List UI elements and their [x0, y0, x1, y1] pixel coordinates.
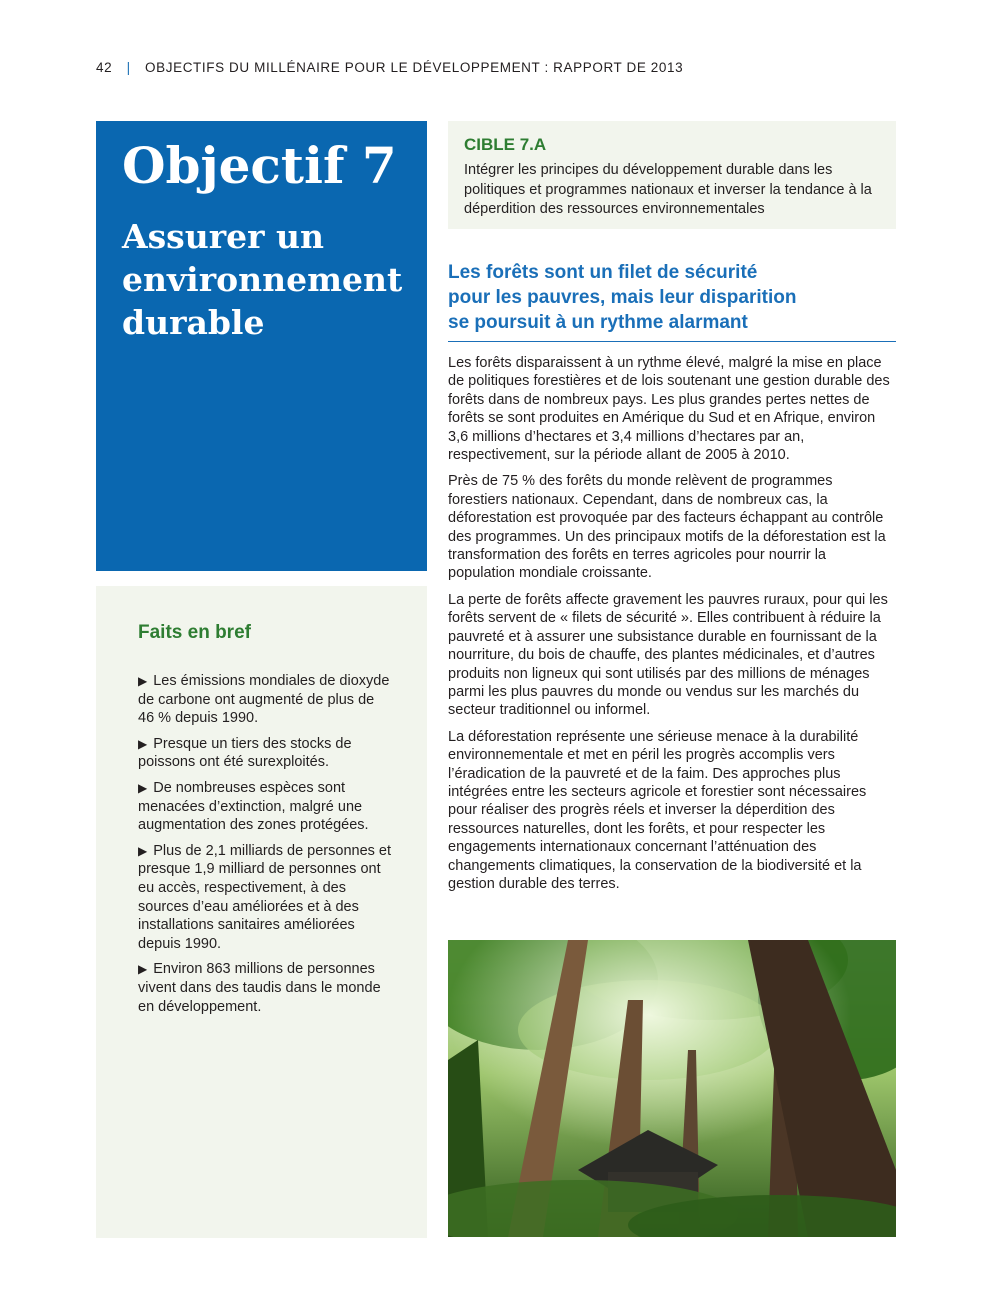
- publication-title: OBJECTIFS DU MILLÉNAIRE POUR LE DÉVELOPPEMENT : RAPPORT DE 2013: [145, 60, 684, 75]
- goal-subtitle-line: durable: [122, 302, 265, 342]
- section-heading-line: pour les pauvres, mais leur disparition: [448, 287, 797, 308]
- goal-banner: [96, 121, 427, 571]
- section-heading-line: Les forêts sont un filet de sécurité: [448, 262, 758, 283]
- section-heading: [448, 260, 896, 342]
- list-item: [138, 779, 391, 835]
- target-label: CIBLE 7.A: [464, 135, 547, 154]
- goal-subtitle: [122, 215, 403, 344]
- list-item: [138, 842, 391, 954]
- forest-photo: [448, 940, 896, 1237]
- bullet-arrow-icon: ▶: [138, 736, 148, 751]
- fact-text: Les émissions mondiales de dioxyde de carbone ont augmenté de plus de 46 % depuis 1990.: [138, 673, 390, 727]
- goal-title: Objectif 7: [122, 136, 397, 195]
- paragraph: Les forêts disparaissent à un rythme élevé, malgré la mise en place de politiques forestières et de lois soutenant une gestion durable des forêts dans de nombreux pays. Les plus grandes pertes nettes de forêts se sont produites en Amérique du Sud et en Afrique, environ 3,6 millions d’hectares et 3,4 millions d’hectares par an, respectivement, sur la période allant de 2005 à 2010.: [448, 355, 890, 464]
- fact-text: De nombreuses espèces sont menacées d’extinction, malgré une augmentation des zones protégées.: [138, 779, 369, 834]
- facts-sidebar: [96, 586, 427, 1238]
- bullet-arrow-icon: ▶: [138, 780, 148, 795]
- goal-subtitle-line: environnement: [122, 259, 403, 299]
- target-box: [448, 121, 896, 229]
- list-item: [138, 672, 391, 728]
- list-item: [138, 960, 391, 1016]
- fact-text: Presque un tiers des stocks de poissons ont été surexploités.: [138, 735, 352, 771]
- section-heading-line: se poursuit à un rythme alarmant: [448, 312, 748, 333]
- header-separator: |: [126, 60, 131, 75]
- forest-canopy-illustration: [448, 940, 896, 1237]
- paragraph: Près de 75 % des forêts du monde relèvent de programmes forestiers nationaux. Cependant, dans de nombreux cas, la déforestation est provoquée par des facteurs échappant au contrôle des programmes. Un des principaux motifs de la déforestation est la transformation des forêts en terres agricoles pour nourrir la population mondiale croissante.: [448, 473, 886, 582]
- facts-list: [138, 672, 391, 1016]
- paragraph: La perte de forêts affecte gravement les pauvres ruraux, pour qui les forêts servent de « filets de sécurité ». Elles contribuent à réduire la pauvreté et à assurer une subsistance durable en fournissant de la nourriture, du bois de chauffe, des plantes médicinales, et d’autres produits non ligneux qui sont utilisés par des millions de ménages parmi les plus pauvres du monde ou vendus sur les marchés du secteur traditionnel ou informel.: [448, 591, 888, 719]
- bullet-arrow-icon: ▶: [138, 962, 148, 977]
- body-text: [448, 354, 896, 901]
- paragraph: La déforestation représente une sérieuse menace à la durabilité environnementale et met en péril les progrès accomplis vers l’éradication de la pauvreté et de la faim. Des approches plus intégrées entre les secteurs agricole et forestier sont nécessaires pour réaliser des progrès réels et inverser la déperdition des ressources naturelles, dont les forêts, et pour respecter les engagements internationaux concernant l’atténuation des changements climatiques, la conservation de la biodiversité et la gestion durable des terres.: [448, 728, 867, 892]
- fact-text: Environ 863 millions de personnes vivent dans des taudis dans le monde en développement.: [138, 961, 381, 1015]
- fact-text: Plus de 2,1 milliards de personnes et presque 1,9 milliard de personnes ont eu accès, respectivement, à des sources d’eau améliorées et à des installations sanitaires améliorées depuis 1990.: [138, 842, 392, 952]
- page-number: 42: [96, 60, 113, 75]
- list-item: [138, 735, 391, 772]
- goal-subtitle-line: Assurer un: [122, 216, 324, 256]
- bullet-arrow-icon: ▶: [138, 843, 148, 858]
- bullet-arrow-icon: ▶: [138, 674, 148, 688]
- target-text: Intégrer les principes du développement durable dans les politiques et programmes nationaux et inverser la tendance à la déperdition des ressources environnementales: [464, 162, 872, 217]
- running-header: [96, 60, 683, 75]
- facts-title: Faits en bref: [138, 622, 251, 643]
